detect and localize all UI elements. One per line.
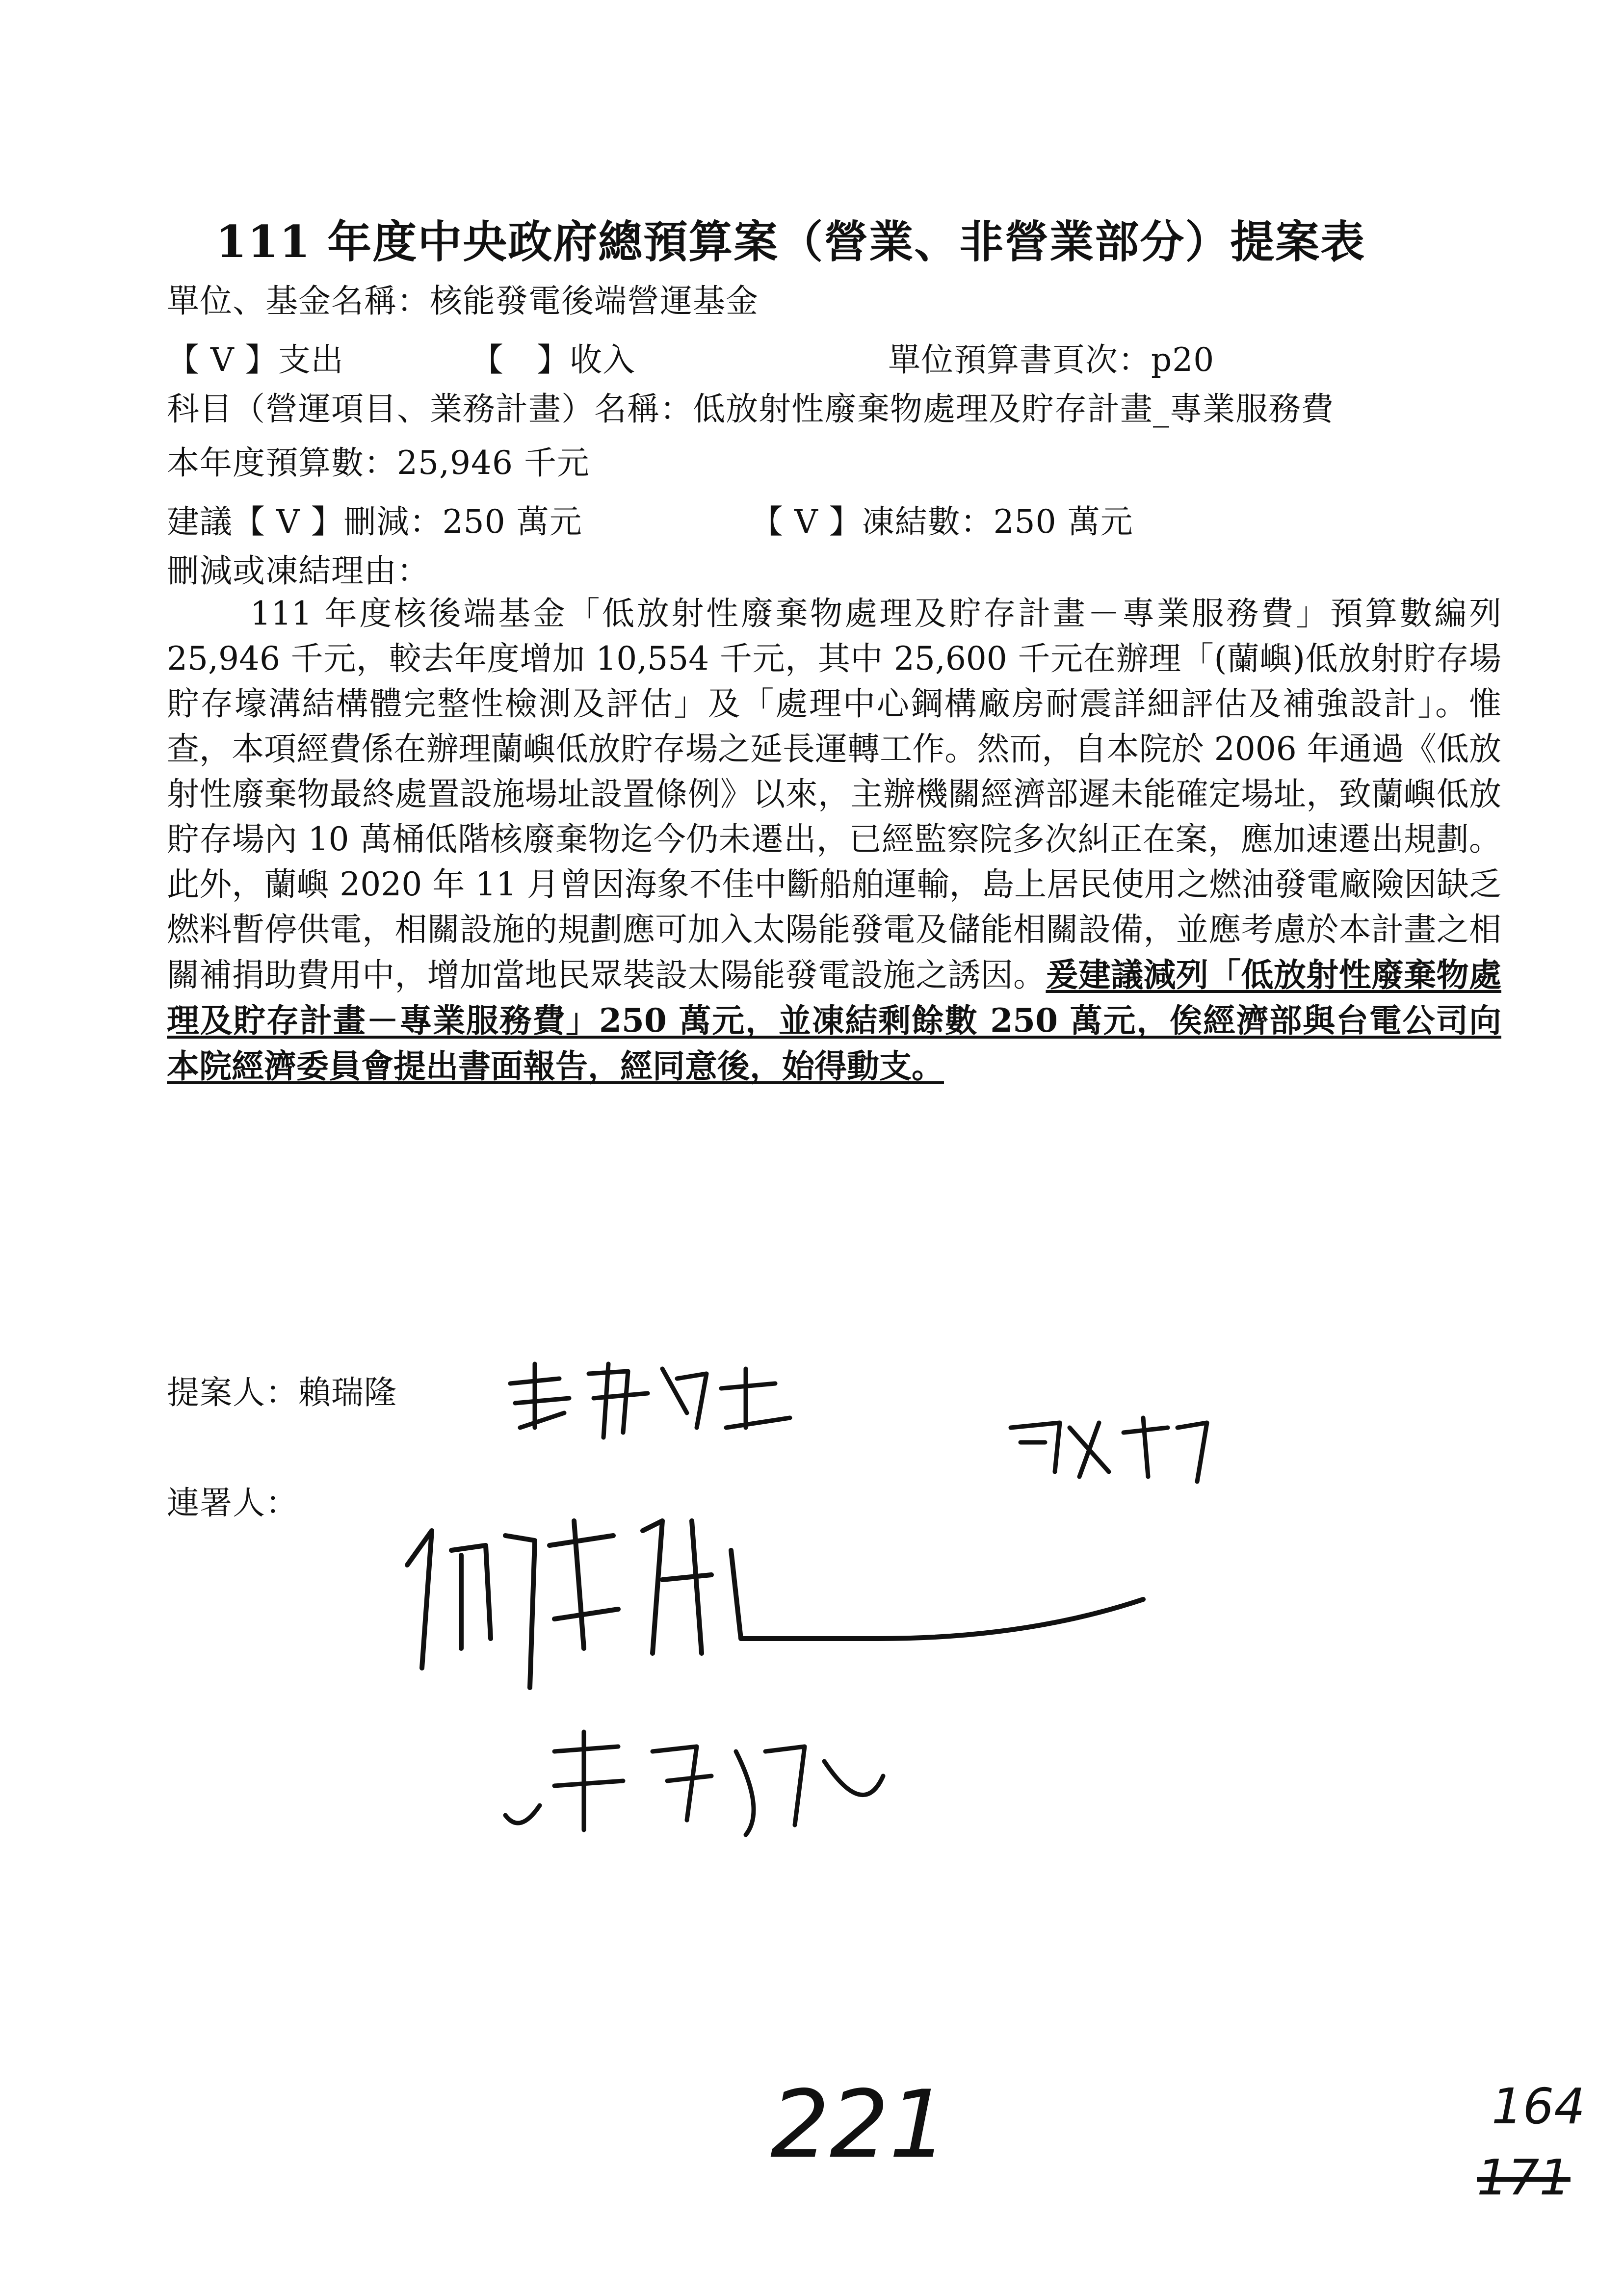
page-title: 111 年度中央政府總預算案（營業、非營業部分）提案表 xyxy=(216,216,1366,268)
income-checkbox-label: 【 】收入 xyxy=(471,341,635,379)
proposer-signature xyxy=(500,1354,805,1442)
suggest-freeze: 【 V 】凍結數：250 萬元 xyxy=(751,503,1133,541)
cosigner-signature-3 xyxy=(491,1722,893,1850)
expense-checkbox-label: 【 V 】支出 xyxy=(167,341,344,379)
reason-emphasis-text: 爰建議減列「低放射性廢棄物處理及貯存計畫－專業服務費」250 萬元，並凍結剩餘數 250 萬元，俟經濟部與台電公司向本院經濟委員會提出書面報告，經同意後，始得動支。 xyxy=(167,956,1502,1085)
reason-paragraph xyxy=(167,591,1501,1089)
subject-name: 科目（營運項目、業務計畫）名稱：低放射性廢棄物處理及貯存計畫_專業服務費 xyxy=(167,390,1334,428)
cosigner-signature-2 xyxy=(388,1491,1153,1717)
proposer-label: 提案人：賴瑞隆 xyxy=(167,1374,397,1411)
suggest-cut: 建議【 V 】刪減：250 萬元 xyxy=(167,503,582,541)
cosigner-label: 連署人： xyxy=(167,1484,298,1522)
cosigner-signature-1 xyxy=(1001,1408,1217,1487)
unit-fund-name: 單位、基金名稱：核能發電後端營運基金 xyxy=(167,282,759,320)
handwritten-number-top: 164 xyxy=(1492,2078,1585,2135)
annual-budget: 本年度預算數：25,946 千元 xyxy=(167,444,590,482)
handwritten-page-number: 221 xyxy=(770,2070,948,2179)
reason-label: 刪減或凍結理由： xyxy=(167,552,430,590)
reason-body-text: 111 年度核後端基金「低放射性廢棄物處理及貯存計畫－專業服務費」預算數編列 25,946 千元，較去年度增加 10,554 千元，其中 25,600 千元在辦理「(蘭嶼)低放射貯存場貯存壕溝結構體完整性檢測及評估」及「處理中心鋼構廠房耐震詳細評估及補強設計」。惟查，本項經費係在辦理蘭嶼低放貯存場之延長運轉工作。然而，自本院於 2006 年通過《低放射性廢棄物最終處置設施場址設置條例》以來，主辦機關經濟部遲未能確定場址，致蘭嶼低放貯存場內 10 萬桶低階核廢棄物迄今仍未遷出，已經監察院多次糾正在案，應加速遷出規劃。此外，蘭嶼 2020 年 11 月曾因海象不佳中斷船舶運輸，島上居民使用之燃油發電廠險因缺乏燃料暫停供電，相關設施的規劃應可加入太陽能發電及儲能相關設備，並應考慮於本計畫之相關補捐助費用中，增加當地民眾裝設太陽能發電設施之誘因。 xyxy=(167,595,1501,994)
budget-page-reference: 單位預算書頁次：p20 xyxy=(888,341,1215,379)
handwritten-number-bottom: 171 xyxy=(1477,2149,1571,2206)
